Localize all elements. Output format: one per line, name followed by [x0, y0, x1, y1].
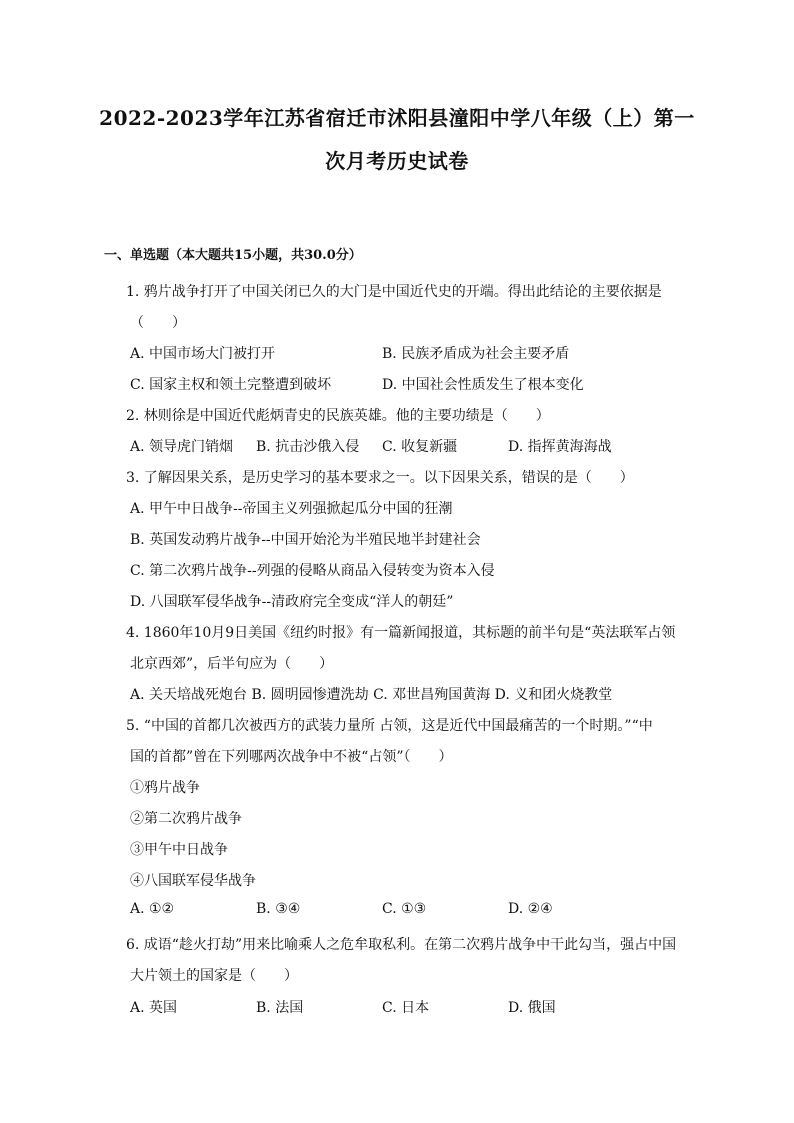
question-1-text: 1. 鸦片战争打开了中国关闭已久的大门是中国近代史的开端。得出此结论的主要依据是	[126, 284, 662, 300]
question-6-text-cont: 大片领土的国家是（ ）	[130, 968, 298, 984]
question-1-option-c: C. 国家主权和领土完整遭到破坏	[130, 377, 332, 393]
question-2-option-d: D. 指挥黄海海战	[508, 439, 612, 455]
question-5-text: 5. “中国的首都几次被西方的武装力量所 占领，这是近代中国最痛苦的一个时期。”“中	[126, 718, 653, 734]
question-5-option-a: A. ①②	[130, 901, 175, 917]
question-1-option-a: A. 中国市场大门被打开	[130, 346, 276, 362]
question-5-option-b: B. ③④	[256, 901, 301, 917]
question-4-text-cont: 北京西郊”，后半句应为（ ）	[130, 656, 334, 672]
question-3-option-c: C. 第二次鸦片战争--列强的侵略从商品入侵转变为资本入侵	[130, 563, 495, 579]
page-title-line-1: 2022-2023学年江苏省宿迁市沭阳县潼阳中学八年级（上）第一	[99, 106, 695, 130]
question-1-text-cont: （ ）	[130, 315, 186, 331]
question-3-option-d: D. 八国联军侵华战争--清政府完全变成“洋人的朝廷”	[130, 594, 454, 610]
question-5-item-4: ④八国联军侵华战争	[130, 873, 256, 889]
question-3-text: 3. 了解因果关系，是历史学习的基本要求之一。以下因果关系，错误的是（ ）	[126, 470, 634, 486]
question-5-option-c: C. ①③	[382, 901, 427, 917]
question-5-item-2: ②第二次鸦片战争	[130, 811, 242, 827]
question-4-options: A. 关天培战死炮台 B. 圆明园惨遭洗劫 C. 邓世昌殉国黄海 D. 义和团火烧教堂	[130, 687, 613, 703]
section-heading: 一、单选题（本大题共15小题，共30.0分）	[104, 248, 362, 263]
question-6-option-c: C. 日本	[382, 1000, 430, 1016]
question-5-item-3: ③甲午中日战争	[130, 842, 228, 858]
question-6-option-a: A. 英国	[130, 1000, 178, 1016]
question-5-text-cont: 国的首都”曾在下列哪两次战争中不被“占领”（ ）	[130, 749, 453, 765]
page-title-line-2: 次月考历史试卷	[325, 149, 469, 173]
question-6-text: 6. 成语“趁火打劫”用来比喻乘人之危牟取私利。在第二次鸦片战争中干此勾当，强占中国	[126, 937, 677, 953]
question-2-option-a: A. 领导虎门销烟	[130, 439, 234, 455]
question-1-option-b: B. 民族矛盾成为社会主要矛盾	[382, 346, 570, 362]
question-1-option-d: D. 中国社会性质发生了根本变化	[382, 377, 584, 393]
question-3-option-b: B. 英国发动鸦片战争--中国开始沦为半殖民地半封建社会	[130, 532, 481, 548]
question-3-option-a: A. 甲午中日战争--帝国主义列强掀起瓜分中国的狂潮	[130, 501, 453, 517]
question-2-option-b: B. 抗击沙俄入侵	[256, 439, 360, 455]
question-4-text: 4. 1860年10月9日美国《纽约时报》有一篇新闻报道，其标题的前半句是“英法联军占领	[126, 625, 676, 641]
question-6-option-b: B. 法国	[256, 1000, 304, 1016]
question-5-item-1: ①鸦片战争	[130, 780, 200, 796]
question-6-option-d: D. 俄国	[508, 1000, 556, 1016]
question-2-option-c: C. 收复新疆	[382, 439, 458, 455]
question-5-option-d: D. ②④	[508, 901, 553, 917]
question-2-text: 2. 林则徐是中国近代彪炳青史的民族英雄。他的主要功绩是（ ）	[126, 408, 550, 424]
